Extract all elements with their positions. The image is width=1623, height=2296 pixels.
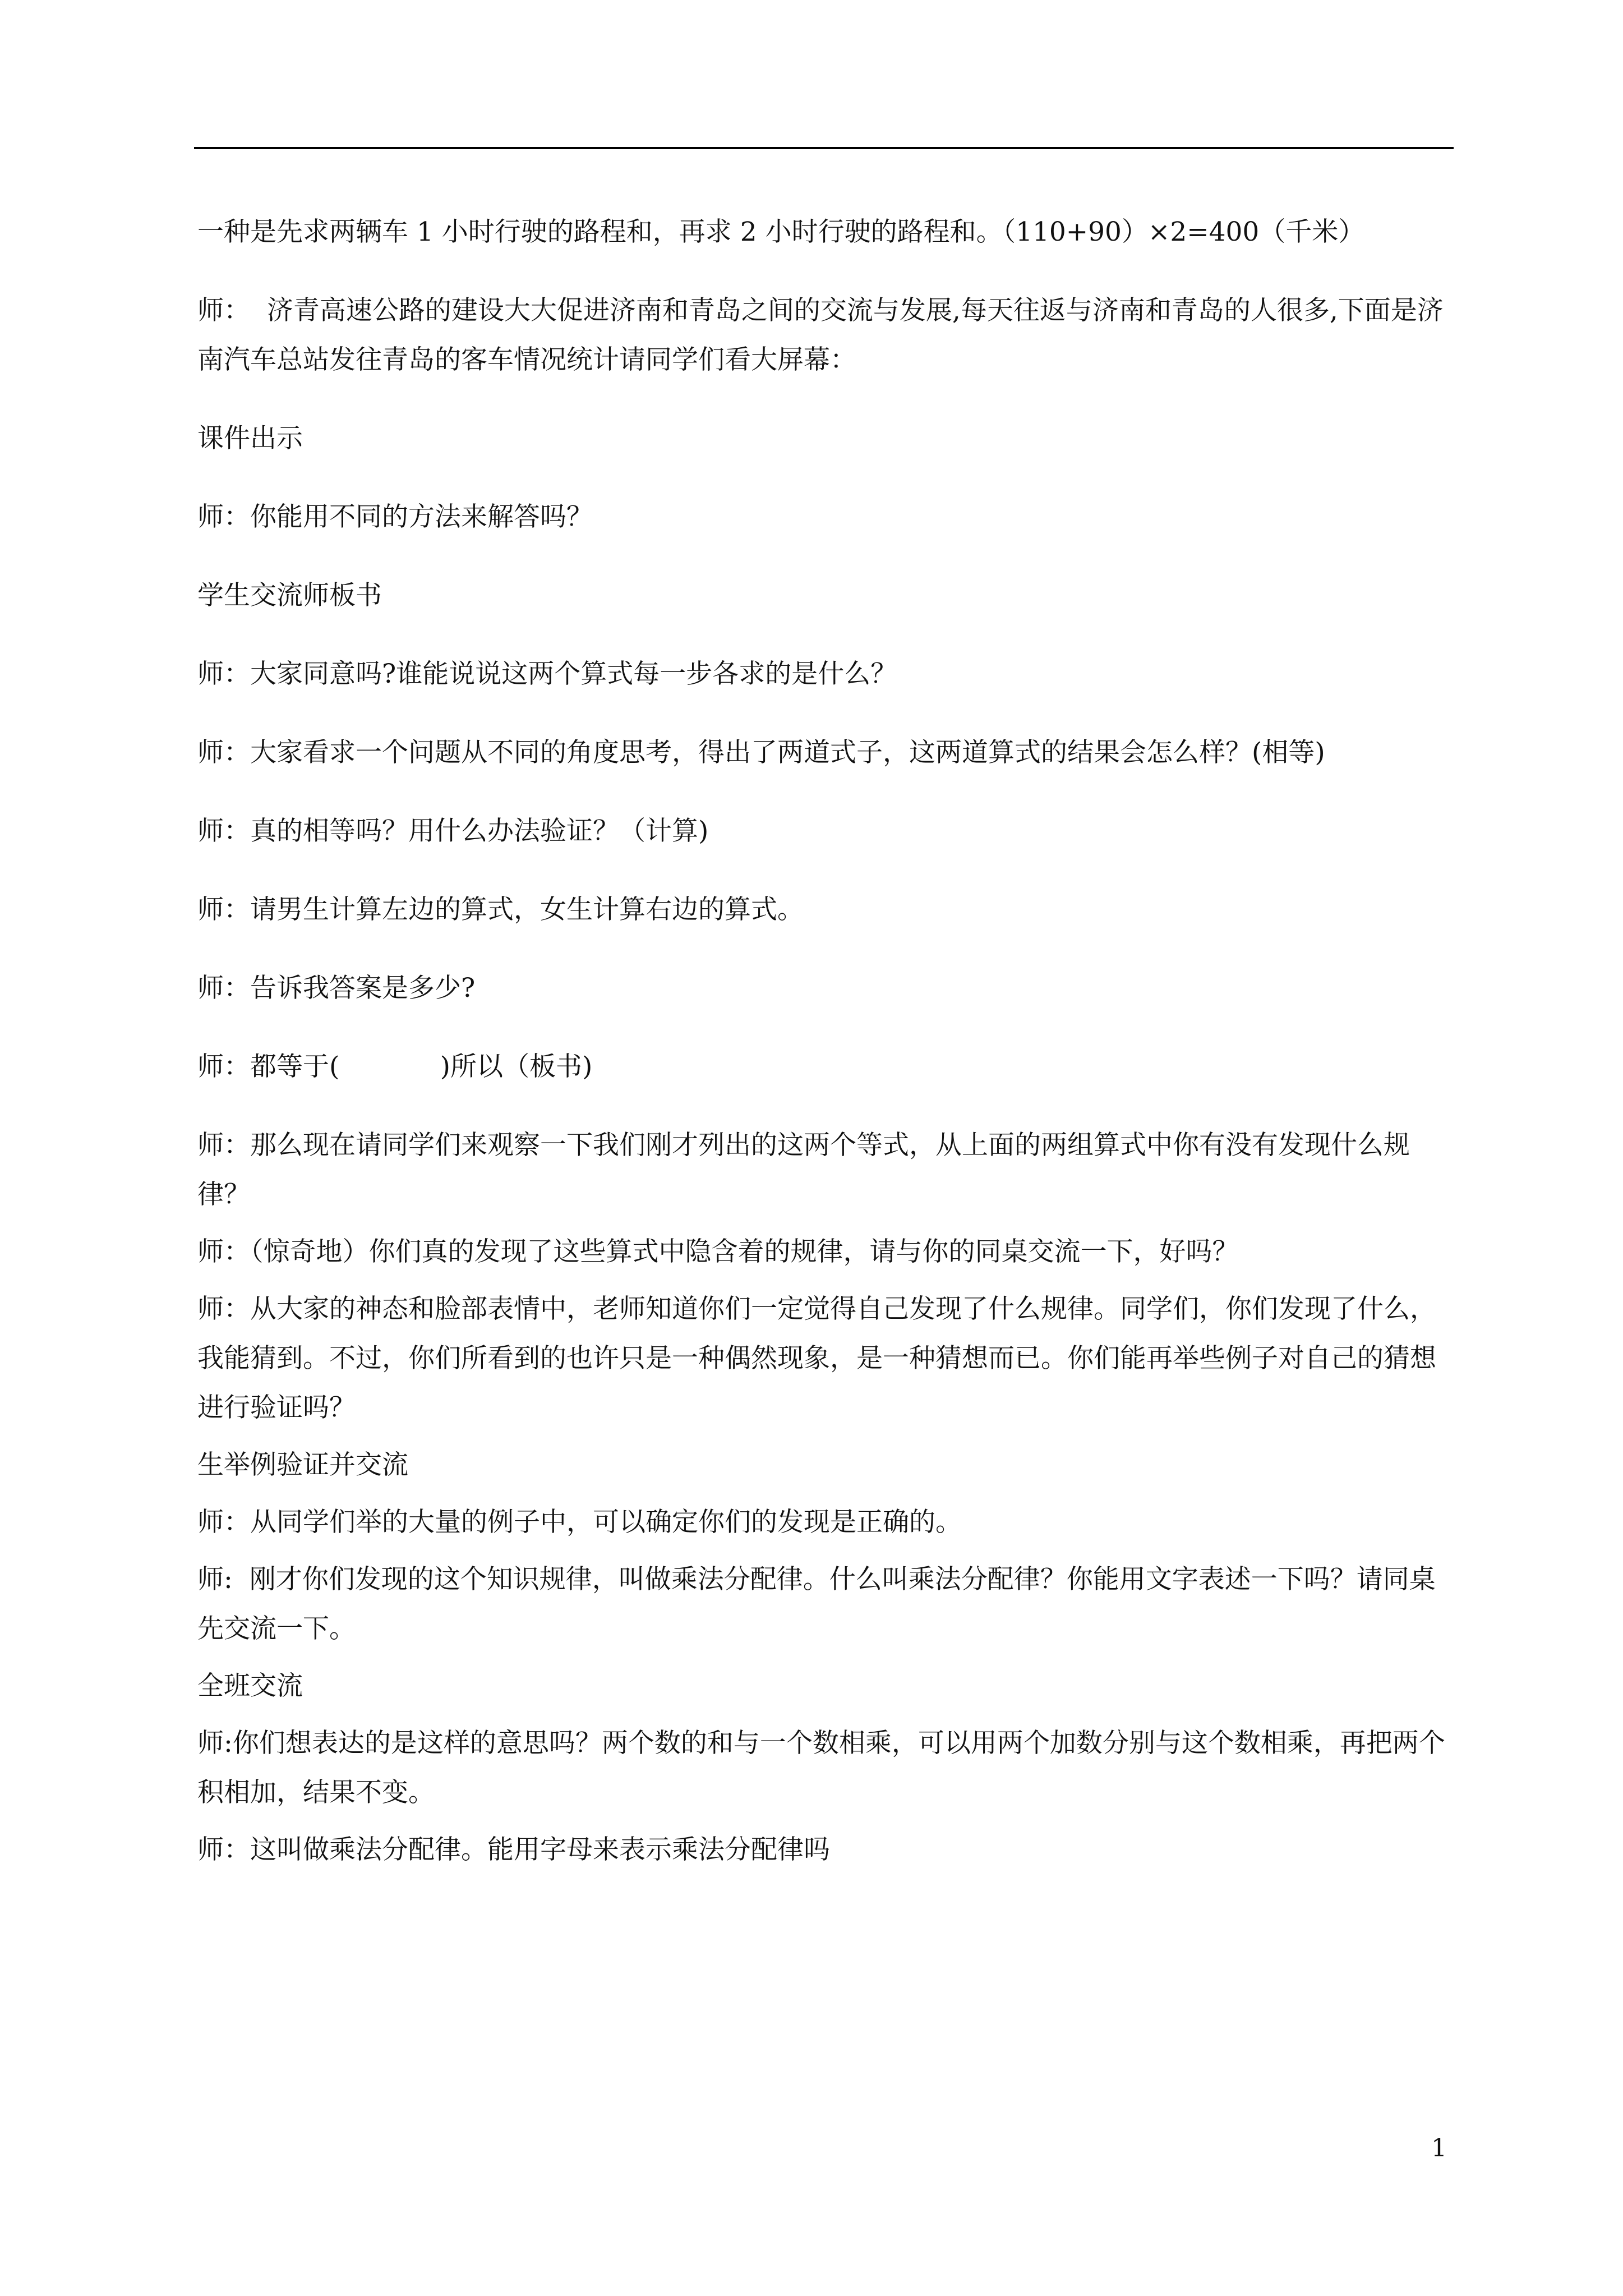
- paragraph: 师：那么现在请同学们来观察一下我们刚才列出的这两个等式，从上面的两组算式中你有没有发现什么规律？: [197, 1130, 1410, 1210]
- header-rule: [194, 147, 1454, 149]
- paragraph: 师：都等于( )所以（板书): [197, 1051, 593, 1082]
- paragraph: 师：从大家的神态和脸部表情中，老师知道你们一定觉得自己发现了什么规律。同学们，你们发现了什么，我能猜到。不过，你们所看到的也许只是一种偶然现象，是一种猜想而已。你们能再举些例子对自己的猜想进行验证吗？: [197, 1294, 1436, 1423]
- document-body: [197, 208, 1457, 1883]
- page-number: 1: [1431, 2134, 1447, 2162]
- paragraph: 师：告诉我答案是多少?: [197, 973, 476, 1004]
- paragraph: 师： 济青高速公路的建设大大促进济南和青岛之间的交流与发展,每天往返与济南和青岛的人很多,下面是济南汽车总站发往青岛的客车情况统计请同学们看大屏幕：: [197, 295, 1444, 375]
- paragraph: 师：你能用不同的方法来解答吗？: [197, 501, 593, 532]
- paragraph: 师: 刚才你们发现的这个知识规律，叫做乘法分配律。什么叫乘法分配律？你能用文字表述一下吗？请同桌先交流一下。: [197, 1564, 1436, 1644]
- paragraph: 学生交流师板书: [197, 580, 382, 611]
- paragraph: 师:你们想表达的是这样的意思吗？两个数的和与一个数相乘，可以用两个加数分别与这个数相乘，再把两个积相加，结果不变。: [197, 1728, 1445, 1808]
- paragraph: 师：从同学们举的大量的例子中，可以确定你们的发现是正确的。: [197, 1507, 962, 1538]
- paragraph: 师：大家看求一个问题从不同的角度思考，得出了两道式子，这两道算式的结果会怎么样？(相等): [197, 737, 1325, 768]
- paragraph: 全班交流: [197, 1671, 303, 1701]
- paragraph: 师：这叫做乘法分配律。能用字母来表示乘法分配律吗: [197, 1834, 830, 1865]
- paragraph: 一种是先求两辆车 1 小时行驶的路程和，再求 2 小时行驶的路程和。（110+90）×2=400（千米）: [197, 217, 1365, 247]
- paragraph: 师：请男生计算左边的算式，女生计算右边的算式。: [197, 894, 804, 925]
- paragraph: 师：真的相等吗？用什么办法验证？（计算): [197, 816, 709, 846]
- paragraph: 生举例验证并交流: [197, 1450, 408, 1480]
- paragraph: 师：（惊奇地）你们真的发现了这些算式中隐含着的规律，请与你的同桌交流一下，好吗？: [197, 1236, 1239, 1267]
- paragraph: 课件出示: [197, 423, 303, 454]
- paragraph: 师：大家同意吗?谁能说说这两个算式每一步各求的是什么？: [197, 659, 897, 689]
